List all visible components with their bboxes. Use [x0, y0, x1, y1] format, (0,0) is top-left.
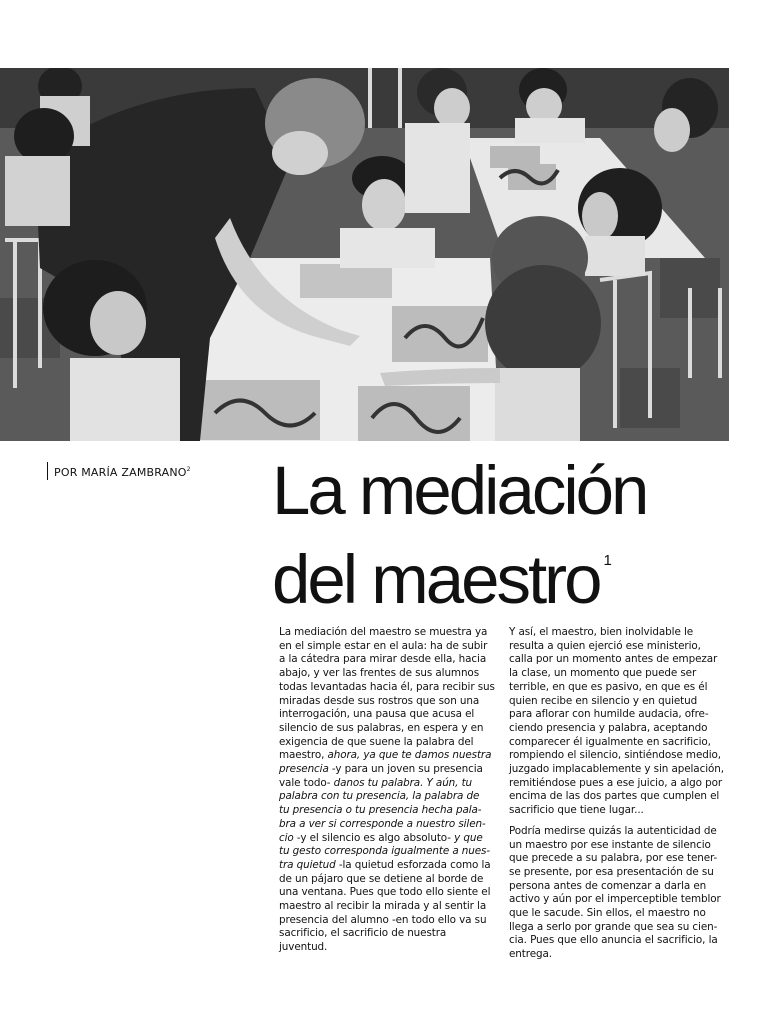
body-line: terrible, en que es pasivo, en que es él: [509, 680, 708, 693]
emphasis-text: bra a ver si corresponde a nuestro silen-: [279, 817, 486, 830]
body-line: tra quietud -la quietud esforzada como la: [279, 858, 491, 871]
title-line-1: La mediación: [272, 452, 647, 529]
author-name: POR MARÍA ZAMBRANO: [54, 466, 187, 479]
body-line: La mediación del maestro se muestra ya: [279, 626, 488, 638]
title-footnote-marker: 1: [603, 552, 612, 569]
body-line: presencia del alumno -en todo ello va su: [279, 913, 487, 926]
emphasis-text: tra quietud: [279, 858, 336, 871]
body-line: resulta a quien ejerció ese ministerio,: [509, 639, 701, 652]
article-title: [272, 452, 647, 618]
title-line-2: [272, 526, 646, 618]
body-line: sacrificio que tiene lugar...: [509, 804, 644, 817]
body-line: juventud.: [279, 941, 328, 954]
body-line: calla por un momento antes de empezar: [509, 653, 718, 666]
body-line: cia. Pues que ello anuncia el sacrificio, la: [509, 934, 718, 947]
body-line: que le sacude. Sin ellos, el maestro no: [509, 907, 706, 920]
body-line: [279, 845, 501, 859]
body-paragraph: [509, 626, 731, 818]
body-line: un maestro por ese instante de silencio: [509, 838, 711, 851]
body-line: rompiendo el silencio, sintiéndose medio,: [509, 749, 721, 762]
body-line: Podría medirse quizás la autenticidad de: [509, 824, 717, 837]
body-line: remitiéndose pues a ese juicio, a algo por: [509, 776, 723, 789]
body-line: activo y aún por el imperceptible temblor: [509, 893, 721, 906]
body-line: entrega.: [509, 948, 552, 961]
body-line: a la cátedra para mirar desde ella, hacia: [279, 653, 487, 666]
author-byline: [47, 462, 191, 480]
emphasis-text: palabra con tu presencia, la palabra de: [279, 790, 480, 803]
classroom-photo: [0, 68, 729, 441]
body-paragraph: [279, 626, 501, 955]
body-line: interrogación, una pausa que acusa el: [279, 708, 475, 721]
body-line: abajo, y ver las frentes de sus alumnos: [279, 667, 480, 680]
classroom-photo-icon: [0, 68, 729, 441]
body-line: maestro al recibir la mirada y al sentir la: [279, 900, 487, 913]
body-line: todas levantadas hacia él, para recibir sus: [279, 680, 495, 693]
body-line: comparecer él igualmente en sacrificio,: [509, 735, 711, 748]
body-line: exigencia de que suene la palabra del: [279, 735, 474, 748]
body-line: la clase, un momento que puede ser: [509, 667, 697, 680]
body-line: [279, 790, 501, 804]
emphasis-text: tu gesto corresponda igualmente a nues-: [279, 845, 491, 858]
body-line: ciendo presencia y palabra, aceptando: [509, 721, 708, 734]
emphasis-text: y que: [454, 831, 483, 844]
body-line: llega a serlo por grande que sea su cien-: [509, 920, 718, 933]
body-line: que precede a su palabra, por ese tener-: [509, 852, 718, 865]
body-line: presencia -y para un joven su presencia: [279, 763, 483, 776]
body-line: vale todo- danos tu palabra. Y aún, tu: [279, 776, 473, 789]
emphasis-text: cio: [279, 831, 294, 844]
body-line: en el simple estar en el aula: ha de subir: [279, 639, 488, 652]
body-line: [279, 804, 501, 818]
body-line: de un pájaro que se detiene al borde de: [279, 872, 484, 885]
emphasis-text: presencia: [279, 763, 329, 776]
body-line: persona antes de comenzar a darla en: [509, 879, 707, 892]
body-line: se presente, por esa presentación de su: [509, 865, 714, 878]
body-line: miradas desde sus rostros que son una: [279, 694, 480, 707]
body-line: maestro, ahora, ya que te damos nuestra: [279, 749, 492, 762]
body-line: para aflorar con humilde audacia, ofre-: [509, 708, 709, 721]
body-line: Y así, el maestro, bien inolvidable le: [509, 626, 694, 638]
body-paragraph: [509, 825, 731, 962]
emphasis-text: ahora, ya que te damos nuestra: [327, 749, 492, 762]
body-line: encima de las dos partes que cumplen el: [509, 790, 720, 803]
body-line: silencio de sus palabras, en espera y en: [279, 721, 484, 734]
body-line: sacrificio, el sacrificio de nuestra: [279, 927, 447, 940]
body-line: juzgado implacablemente y sin apelación,: [509, 763, 724, 776]
emphasis-text: tu presencia o tu presencia hecha pala-: [279, 804, 482, 817]
body-line: quien recibe en silencio y en quietud: [509, 694, 698, 707]
body-line: cio -y el silencio es algo absoluto- y que: [279, 831, 483, 844]
body-line: [279, 818, 501, 832]
body-line: una ventana. Pues que todo ello siente el: [279, 886, 491, 899]
author-footnote-marker: 2: [186, 466, 191, 473]
emphasis-text: danos tu palabra. Y aún, tu: [333, 776, 473, 789]
title-line-2-text: del maestro: [272, 541, 600, 618]
body-column-right: [509, 626, 731, 969]
body-column-left: [279, 626, 501, 962]
